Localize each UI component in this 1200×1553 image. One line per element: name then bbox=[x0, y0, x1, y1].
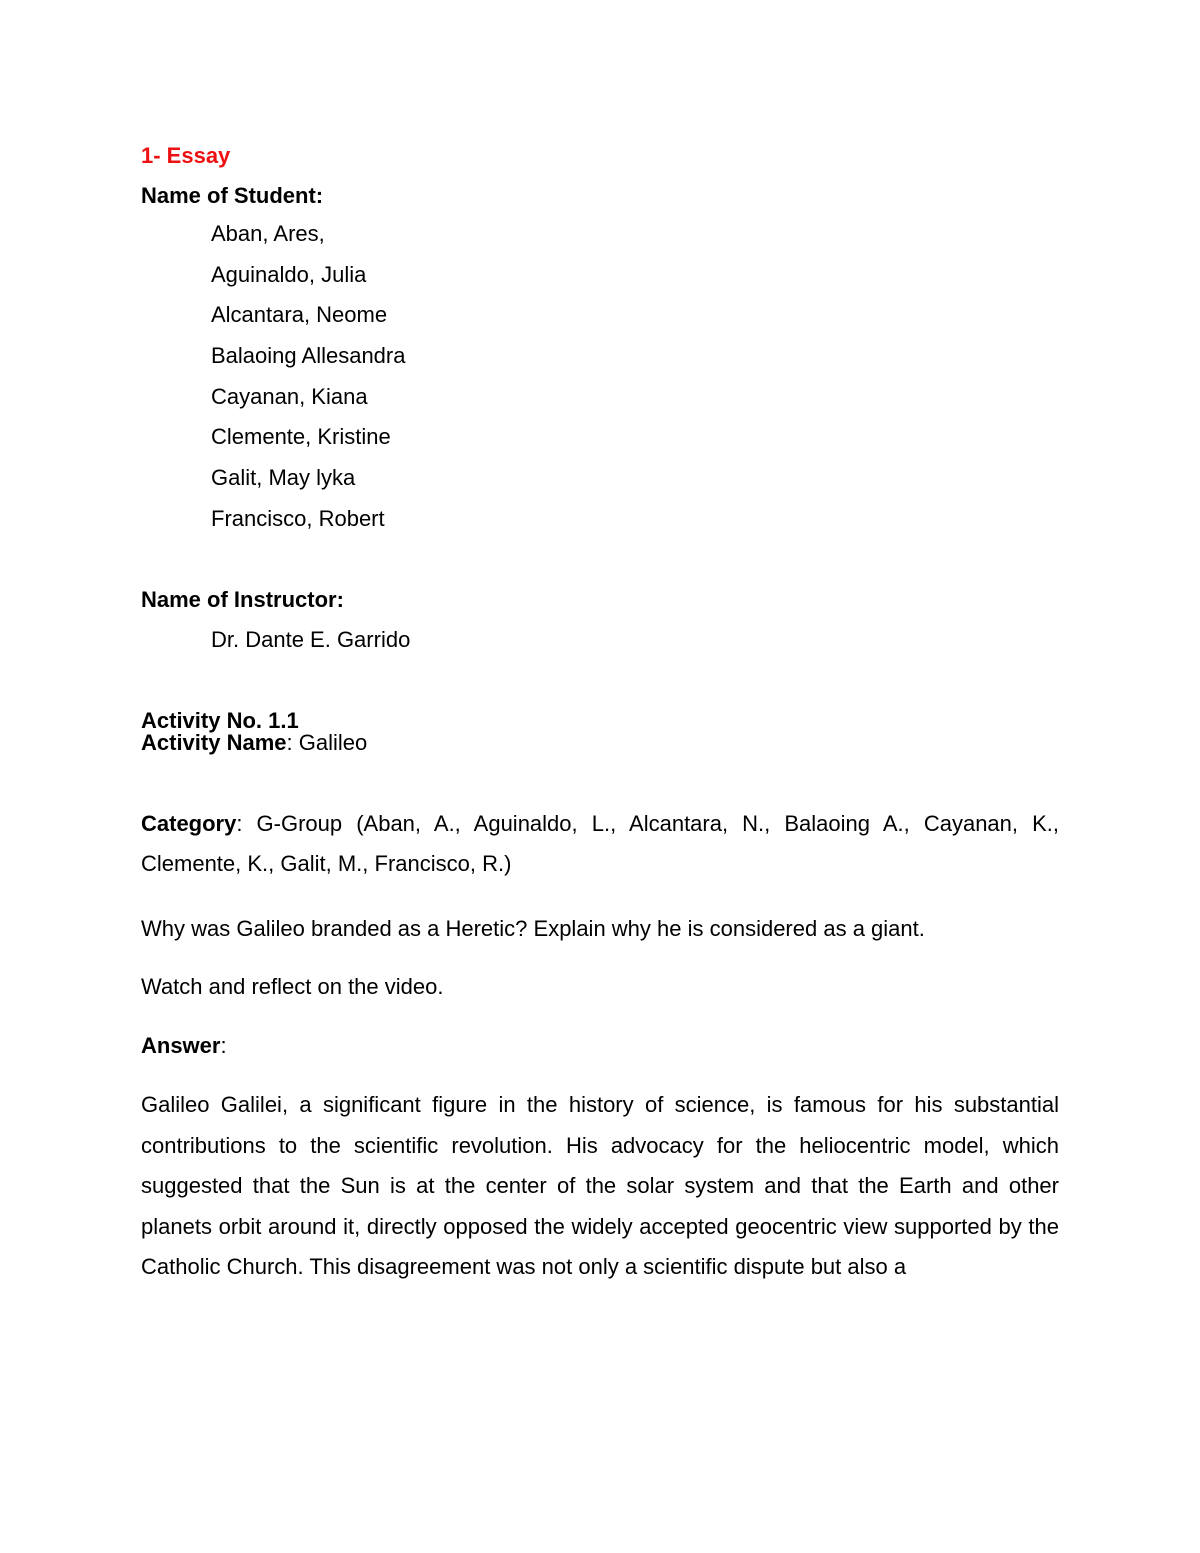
category-value: : G-Group (Aban, A., Aguinaldo, L., Alcantara, N., Balaoing A., Cayanan, K., Clemente, K., Galit, M., Francisco, R.) bbox=[141, 810, 1059, 877]
question-prompt: Why was Galileo branded as a Heretic? Explain why he is considered as a giant. bbox=[141, 916, 925, 941]
student-name: Galit, May lyka bbox=[211, 465, 356, 491]
student-name: Clemente, Kristine bbox=[211, 424, 391, 450]
answer-label: Answer bbox=[141, 1033, 221, 1058]
document-body bbox=[141, 145, 1059, 1288]
activity-number: Activity No. 1.1 bbox=[141, 707, 299, 733]
activity-name-value: : Galileo bbox=[286, 729, 368, 755]
student-name: Francisco, Robert bbox=[211, 505, 385, 531]
answer-paragraph: Galileo Galilei, a significant figure in the history of science, is famous for his substantial contributions to the scientific revolution. His advocacy for the heliocentric model, which suggested that the Sun is at the center of the solar system and that the Earth and other planets orbit around it, directly opposed the widely accepted geocentric view supported by the Catholic Church. This disagreement was not only a scientific dispute but also a bbox=[141, 1092, 1059, 1280]
student-list bbox=[141, 223, 1059, 530]
student-name: Cayanan, Kiana bbox=[211, 383, 368, 409]
instructor-name: Dr. Dante E. Garrido bbox=[211, 626, 411, 652]
category-label: Category bbox=[141, 810, 237, 836]
student-name: Alcantara, Neome bbox=[211, 302, 388, 328]
student-name: Aban, Ares, bbox=[211, 221, 325, 246]
instruction-prompt: Watch and reflect on the video. bbox=[141, 974, 444, 999]
answer-colon: : bbox=[220, 1033, 227, 1058]
instructor-label: Name of Instructor: bbox=[141, 586, 344, 612]
activity-name-label: Activity Name bbox=[141, 729, 287, 755]
category-paragraph bbox=[141, 804, 1059, 885]
answer-heading bbox=[141, 1035, 1059, 1057]
activity-name-line bbox=[141, 729, 1059, 755]
essay-title: 1- Essay bbox=[141, 143, 231, 168]
student-names-label: Name of Student: bbox=[141, 183, 324, 208]
student-name: Balaoing Allesandra bbox=[211, 343, 406, 369]
student-name: Aguinaldo, Julia bbox=[211, 261, 367, 287]
